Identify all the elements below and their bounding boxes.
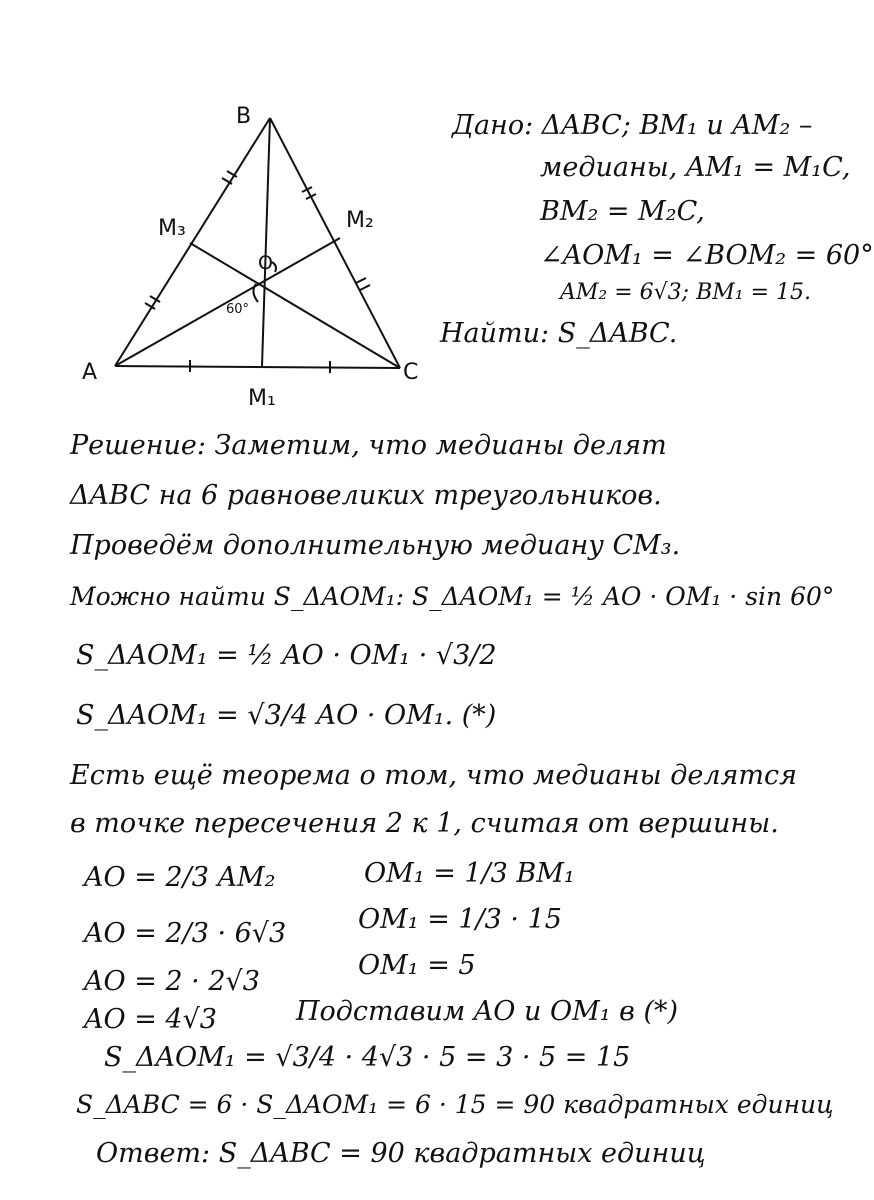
solution-line-3: Проведём дополнительную медиану CM₃. — [70, 530, 681, 561]
given-line-4: ∠AOM₁ = ∠BOM₂ = 60° — [540, 240, 874, 271]
solution-line-8: в точке пересечения 2 к 1, считая от вершины. — [70, 808, 779, 839]
side-ab — [115, 118, 270, 366]
point-label-a: A — [82, 360, 98, 385]
solution-line-1: Решение: Заметим, что медианы делят — [70, 430, 667, 461]
ao-line-4: AO = 4√3 — [84, 1004, 217, 1035]
solution-line-7: Есть ещё теорема о том, что медианы делятся — [70, 760, 798, 791]
om1-line-3: OM₁ = 5 — [358, 950, 476, 981]
solution-line-2: ΔABC на 6 равновеликих треугольников. — [70, 480, 662, 511]
solution-line-5: S_ΔAOM₁ = ½ AO · OM₁ · √3/2 — [76, 640, 497, 671]
om1-line-2: OM₁ = 1/3 · 15 — [358, 904, 562, 935]
point-label-m1: M₁ — [248, 386, 276, 411]
point-label-o: O — [258, 252, 273, 274]
point-label-b: B — [236, 104, 252, 129]
side-ac — [115, 366, 400, 368]
s-abc-result: S_ΔABC = 6 · S_ΔAOM₁ = 6 · 15 = 90 квадратных единиц — [76, 1090, 834, 1119]
s-aom-result: S_ΔAOM₁ = √3/4 · 4√3 · 5 = 3 · 5 = 15 — [104, 1042, 631, 1073]
answer-line: Ответ: S_ΔABC = 90 квадратных единиц — [96, 1138, 706, 1169]
find-line: Найти: S_ΔABC. — [440, 318, 678, 349]
substitute-line: Подставим AO и OM₁ в (*) — [296, 996, 679, 1027]
median-bm1 — [262, 118, 270, 366]
point-label-c: C — [403, 360, 419, 385]
side-bc — [270, 118, 400, 368]
solution-line-6: S_ΔAOM₁ = √3/4 AO · OM₁. (*) — [76, 700, 497, 731]
given-line-2: медианы, AM₁ = M₁C, — [540, 152, 851, 183]
given-line-3: BM₂ = M₂C, — [540, 196, 705, 227]
angle-label: 60° — [226, 302, 250, 317]
ao-line-2: AO = 2/3 · 6√3 — [84, 918, 287, 949]
given-line-1: Дано: ΔABC; BM₁ и AM₂ – — [452, 110, 813, 141]
solution-line-4: Можно найти S_ΔAOM₁: S_ΔAOM₁ = ½ AO · OM₁ · sin 60° — [70, 582, 835, 611]
ao-line-3: AO = 2 · 2√3 — [84, 966, 260, 997]
point-label-m3: M₃ — [158, 216, 186, 241]
given-line-5: AM₂ = 6√3; BM₁ = 15. — [560, 280, 811, 305]
ao-line-1: AO = 2/3 AM₂ — [84, 862, 276, 893]
point-label-m2: M₂ — [346, 208, 374, 233]
om1-line-1: OM₁ = 1/3 BM₁ — [364, 858, 575, 889]
